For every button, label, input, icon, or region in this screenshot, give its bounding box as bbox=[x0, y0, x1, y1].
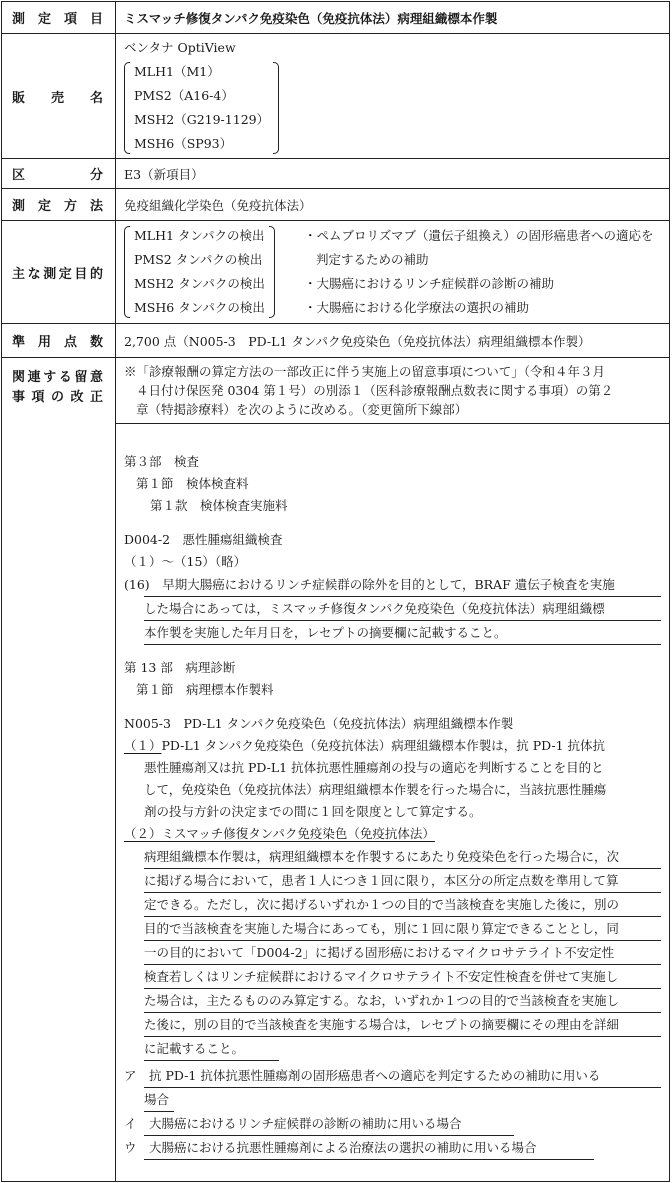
d004-item-16-line: 早期大腸癌におけるリンチ症候群の除外を目的として，BRAF 遺伝子検査を実施 bbox=[162, 577, 615, 592]
label-char: 測 bbox=[43, 266, 57, 282]
n005-item-1 bbox=[124, 735, 661, 823]
n005-item-1-line: 悪性腫瘍剤又は抗 PD-L1 抗体抗悪性腫瘍剤の投与の適応を判断することを目的と bbox=[144, 760, 604, 775]
purpose-list bbox=[304, 224, 661, 320]
label-char: 測 bbox=[12, 12, 26, 27]
n005-item-2-line: た場合は，主たるもののみ算定する。なお，いずれか１つの目的で当該検査を実施し bbox=[144, 989, 661, 1013]
sec1-heading: 第１節 検体検査料 bbox=[136, 476, 249, 491]
n005-item-2 bbox=[124, 823, 661, 1061]
label-points bbox=[2, 324, 116, 358]
seller-brand: ベンタナ OptiView bbox=[124, 40, 236, 55]
seller-product: MSH6（SP93） bbox=[134, 136, 233, 151]
label-seller bbox=[2, 34, 116, 159]
label-char: 定 bbox=[37, 199, 51, 214]
label-char: 分 bbox=[89, 168, 103, 183]
label-char: 主 bbox=[12, 266, 26, 282]
label-char: 方 bbox=[63, 199, 77, 214]
row-points bbox=[2, 324, 670, 358]
art1-heading: 第１款 検体検査実施料 bbox=[150, 498, 288, 513]
sub-item-u bbox=[124, 1136, 661, 1160]
label-char: 項 bbox=[63, 12, 77, 27]
sub-item-i-no: イ bbox=[124, 1116, 137, 1131]
n005-item-2-line: た後に，別の目的で当該検査を実施する場合は，レセプトの摘要欄にその理由を詳細 bbox=[144, 1013, 661, 1037]
seller-product: PMS2（A16-4） bbox=[134, 88, 234, 103]
label-char: 用 bbox=[37, 335, 51, 350]
label-char: 点 bbox=[63, 335, 77, 350]
d004-item-16-line: 本作製を実施した年月日を，レセプトの摘要欄に記載すること。 bbox=[144, 621, 661, 645]
n005-heading: N005-3 PD-L1 タンパク免疫染色（免疫抗体法）病理組織標本作製 bbox=[124, 716, 514, 731]
n005-item-2-title: ミスマッチ修復タンパク免疫染色（免疫抗体法） bbox=[161, 826, 435, 841]
label-char: 名 bbox=[89, 90, 103, 106]
label-char: 関 bbox=[12, 370, 26, 385]
sub-item-u-no: ウ bbox=[124, 1140, 137, 1155]
d004-item-16-no: (16) bbox=[124, 577, 150, 592]
detection-item: PMS2 タンパクの検出 bbox=[134, 252, 263, 267]
label-char: 区 bbox=[12, 168, 26, 183]
label-char: 測 bbox=[12, 199, 26, 214]
value-purpose bbox=[116, 221, 670, 324]
revision-note-line: ４日付け保医発 0304 第１号）の別添１（医科診療報酬点数表に関する事項）の第２ bbox=[136, 383, 614, 398]
d004-item-16-line: した場合にあっては，ミスマッチ修復タンパク免疫染色（免疫抗体法）病理組織標 bbox=[144, 597, 661, 621]
value-item: ミスマッチ修復タンパク免疫染色（免疫抗体法）病理組織標本作製 bbox=[116, 2, 670, 34]
revision-body bbox=[116, 424, 670, 1182]
sec1b-heading: 第１節 病理標本作製料 bbox=[136, 682, 274, 697]
value-seller bbox=[116, 34, 670, 159]
label-char: 的 bbox=[89, 266, 103, 282]
n005-item-1-line: PD-L1 タンパク免疫染色（免疫抗体法）病理組織標本作製は，抗 PD-1 抗体抗 bbox=[161, 738, 606, 753]
seller-product: MSH2（G219-1129） bbox=[134, 112, 270, 127]
value-points: 2,700 点（N005-3 PD-L1 タンパク免疫染色（免疫抗体法）病理組織標本作製） bbox=[116, 324, 670, 358]
document-table bbox=[1, 1, 670, 1182]
n005-item-2-line: に記載すること。 bbox=[144, 1037, 279, 1061]
detection-item: MLH1 タンパクの検出 bbox=[134, 228, 265, 243]
seller-product-list bbox=[124, 60, 279, 156]
sub-item-a-line: 抗 PD-1 抗体抗悪性腫瘍剤の固形癌患者への適応を判定するための補助に用いる bbox=[149, 1068, 601, 1083]
detection-item: MSH6 タンパクの検出 bbox=[134, 300, 265, 315]
purpose-item: ・ペムブロリズマブ（遺伝子組換え）の固形癌患者への適応を判定するための補助 bbox=[304, 228, 654, 267]
sub-item-i bbox=[124, 1112, 661, 1136]
row-purpose bbox=[2, 221, 670, 324]
revision-note-line: 章（特掲診療料）を次のように改める。（変更箇所下線部） bbox=[136, 402, 468, 417]
n005-item-1-line: 剤の投与方針の決定までの間に１回を限度として算定する。 bbox=[144, 804, 482, 819]
part13-heading: 第 13 部 病理診断 bbox=[124, 660, 236, 675]
label-char: 数 bbox=[89, 335, 103, 350]
label-char: 目 bbox=[89, 12, 103, 27]
n005-item-2-line: 目的で当該検査を実施した場合にあっても，別に１回に限り算定できることとし，同 bbox=[144, 917, 661, 941]
label-char: 売 bbox=[50, 90, 64, 106]
n005-item-2-line: 検査若しくはリンチ症候群におけるマイクロサテライト不安定性検査を併せて実施し bbox=[144, 965, 661, 989]
label-char: な bbox=[27, 266, 41, 282]
d004-range: （１）～（15）（略） bbox=[124, 554, 247, 569]
label-char: 意 bbox=[89, 370, 103, 385]
revision-note bbox=[116, 358, 670, 424]
n005-item-2-line: 病理組織標本作製は，病理組織標本を作製するにあたり免疫染色を行った場合に，次 bbox=[144, 845, 661, 869]
sub-item-a-line: 場合 bbox=[144, 1088, 174, 1112]
label-method bbox=[2, 189, 116, 221]
label-char: 正 bbox=[89, 390, 103, 405]
label-char: 連 bbox=[27, 370, 41, 385]
label-purpose bbox=[2, 221, 116, 324]
label-char: 改 bbox=[70, 390, 84, 405]
sub-item-u-text: 大腸癌における抗悪性腫瘍剤による治療法の選択の補助に用いる場合 bbox=[149, 1140, 537, 1155]
purpose-item: ・大腸癌における化学療法の選択の補助 bbox=[304, 300, 530, 315]
d004-item-16 bbox=[124, 573, 661, 645]
revision-note-line: ※「診療報酬の算定方法の一部改正に伴う実施上の留意事項について」（令和４年３月 bbox=[124, 364, 606, 379]
label-char: の bbox=[50, 390, 64, 405]
detection-list bbox=[124, 224, 275, 320]
label-char: 項 bbox=[31, 390, 45, 405]
row-revision bbox=[2, 358, 670, 424]
n005-item-2-line: に掲げる場合において，患者１人につき１回に限り，本区分の所定点数を準用して算 bbox=[144, 869, 661, 893]
label-char: 法 bbox=[89, 199, 103, 214]
d004-heading: D004-2 悪性腫瘍組織検査 bbox=[124, 532, 283, 547]
row-seller bbox=[2, 34, 670, 159]
value-category: E3（新項目） bbox=[116, 159, 670, 189]
label-char: 事 bbox=[12, 390, 26, 405]
seller-product: MLH1（M1） bbox=[134, 64, 220, 79]
label-char: 定 bbox=[37, 12, 51, 27]
label-revision bbox=[2, 358, 116, 1182]
n005-item-2-no: （２） bbox=[124, 826, 162, 841]
label-item bbox=[2, 2, 116, 34]
sub-item-i-text: 大腸癌におけるリンチ症候群の診断の補助に用いる場合 bbox=[149, 1116, 462, 1131]
label-char: 販 bbox=[12, 90, 26, 106]
detection-item: MSH2 タンパクの検出 bbox=[134, 276, 265, 291]
row-method bbox=[2, 189, 670, 221]
label-char: 定 bbox=[58, 266, 72, 282]
label-char: す bbox=[43, 370, 57, 385]
value-method: 免疫組織化学染色（免疫抗体法） bbox=[116, 189, 670, 221]
label-char: る bbox=[58, 370, 72, 385]
label-category bbox=[2, 159, 116, 189]
row-item bbox=[2, 2, 670, 34]
purpose-item: ・大腸癌におけるリンチ症候群の診断の補助 bbox=[304, 276, 555, 291]
n005-item-2-line: 定できる。ただし，次に掲げるいずれか１つの目的で当該検査を実施した後に，別の bbox=[144, 893, 661, 917]
part3-heading: 第３部 検査 bbox=[124, 454, 200, 469]
n005-item-1-no: （１） bbox=[124, 738, 162, 753]
n005-item-2-line: 一の目的において「D004-2」に掲げる固形癌におけるマイクロサテライト不安定性 bbox=[144, 941, 661, 965]
label-char: 準 bbox=[12, 335, 26, 350]
sub-item-a-no: ア bbox=[124, 1068, 137, 1083]
sub-item-a bbox=[124, 1064, 661, 1112]
n005-item-1-line: して，免疫染色（免疫抗体法）病理組織標本作製を行った場合に，当該抗悪性腫瘍 bbox=[144, 782, 607, 797]
row-category bbox=[2, 159, 670, 189]
label-char: 留 bbox=[74, 370, 88, 385]
label-char: 目 bbox=[74, 266, 88, 282]
